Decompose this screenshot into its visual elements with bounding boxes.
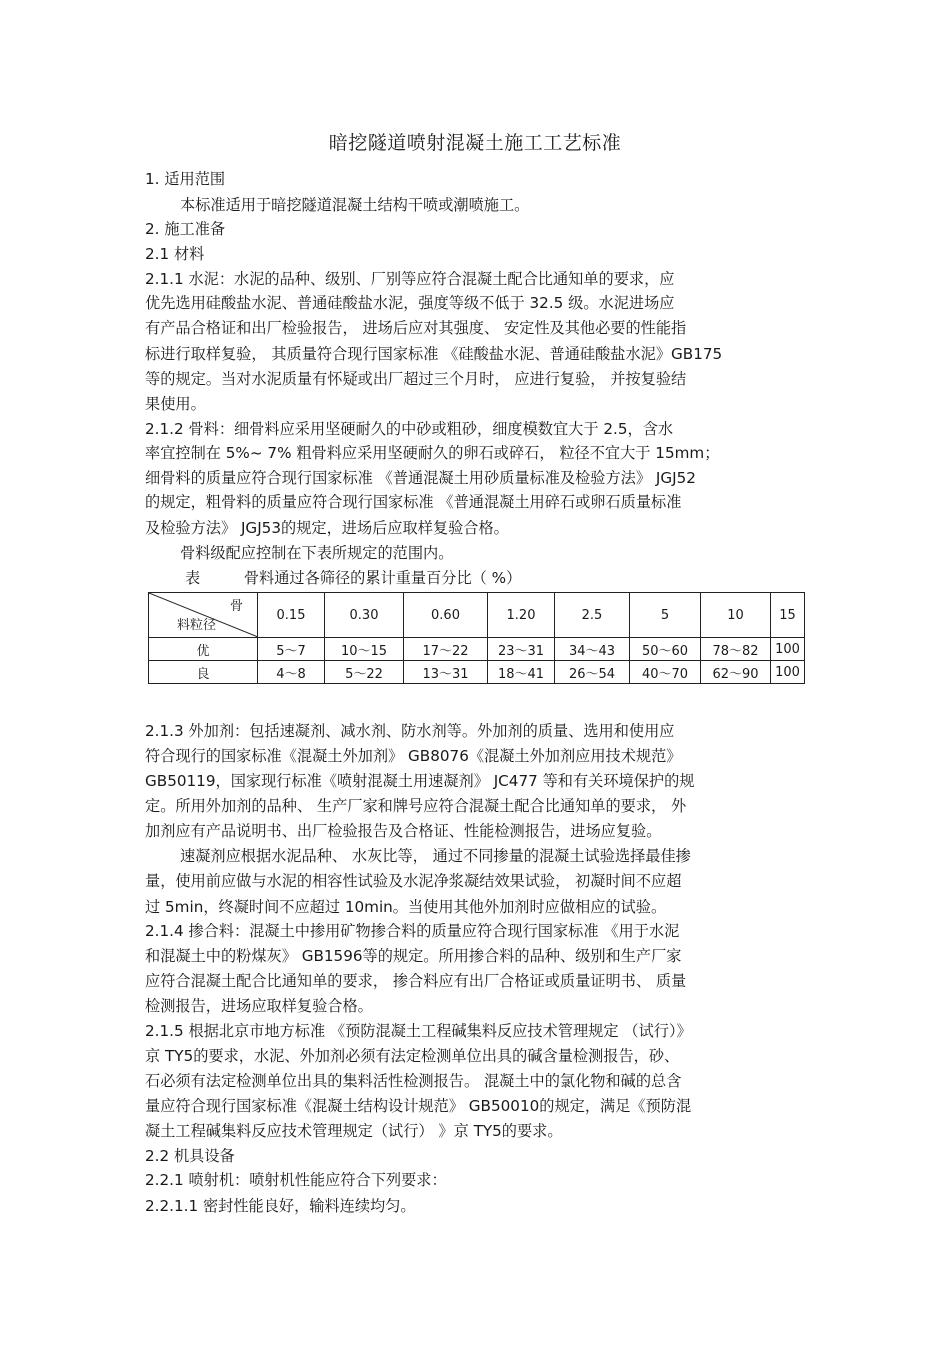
table-caption-prefix: 表 xyxy=(185,569,201,587)
table-header-cell: 1.20 xyxy=(488,593,555,638)
table-header-cell: 15 xyxy=(771,593,805,638)
table-cell: 4～8 xyxy=(258,661,325,684)
table-cell: 40～70 xyxy=(630,661,701,684)
paragraph-line: 2.1.4 掺合料：混凝土中掺用矿物掺合料的质量应符合现行国家标准 《用于水泥 xyxy=(145,922,680,940)
paragraph-line: 骨料级配应控制在下表所规定的范围内。 xyxy=(180,544,454,562)
paragraph-line: 果使用。 xyxy=(145,395,206,413)
section-heading: 2.1 材料 xyxy=(145,245,205,263)
paragraph-line: 量，使用前应做与水泥的相容性试验及水泥净浆凝结效果试验， 初凝时间不应超 xyxy=(145,872,682,890)
paragraph-line: 2.1.5 根据北京市地方标准 《预防混凝土工程碱集料反应技术管理规定 （试行）》 xyxy=(145,1022,692,1040)
document-title: 暗挖隧道喷射混凝土施工工艺标准 xyxy=(328,132,622,154)
paragraph-line: 应符合混凝土配合比通知单的要求， 掺合料应有出厂合格证或质量证明书、 质量 xyxy=(145,972,687,990)
table-header-cell: 2.5 xyxy=(555,593,630,638)
paragraph-line: 凝土工程碱集料反应技术管理规定（试行） 》京 TY5的要求。 xyxy=(145,1122,563,1140)
table-header-cell: 10 xyxy=(701,593,771,638)
paragraph-line: 标进行取样复验， 其质量符合现行国家标准 《硅酸盐水泥、普通硅酸盐水泥》GB175 xyxy=(145,345,723,363)
paragraph-line: 量应符合现行国家标准《混凝土结构设计规范》 GB50010的规定，满足《预防混 xyxy=(145,1097,692,1115)
table-header-cell: 0.60 xyxy=(404,593,488,638)
paragraph-line: 2.1.1 水泥：水泥的品种、级别、厂别等应符合混凝土配合比通知单的要求，应 xyxy=(145,270,675,288)
table-cell: 5～7 xyxy=(258,638,325,661)
paragraph-line: 及检验方法》 JGJ53的规定，进场后应取样复验合格。 xyxy=(145,519,509,537)
paragraph-line: 速凝剂应根据水泥品种、 水灰比等， 通过不同掺量的混凝土试验选择最佳掺 xyxy=(180,847,691,865)
paragraph-line: 符合现行的国家标准《混凝土外加剂》 GB8076《混凝土外加剂应用技术规范》 xyxy=(145,747,682,765)
table-cell: 13～31 xyxy=(404,661,488,684)
table-cell: 17～22 xyxy=(404,638,488,661)
corner-label-bottom: 料粒径 xyxy=(177,618,217,633)
table-row xyxy=(149,638,805,661)
table-cell: 100 xyxy=(771,638,805,661)
paragraph-line: 过 5min，终凝时间不应超过 10min。当使用其他外加剂时应做相应的试验。 xyxy=(145,898,667,916)
table-corner-cell xyxy=(149,593,258,638)
paragraph-line: 检测报告，进场应取样复验合格。 xyxy=(145,997,373,1015)
paragraph-line: 2.2.1 喷射机：喷射机性能应符合下列要求： xyxy=(145,1171,447,1189)
paragraph-line: 2.1.3 外加剂：包括速凝剂、减水剂、防水剂等。外加剂的质量、选用和使用应 xyxy=(145,722,675,740)
section-heading: 2. 施工准备 xyxy=(145,220,226,238)
paragraph-line: 京 TY5的要求，水泥、外加剂必须有法定检测单位出具的碱含量检测报告，砂、 xyxy=(145,1047,680,1065)
paragraph-line: 2.1.2 骨料：细骨料应采用坚硬耐久的中砂或粗砂，细度模数宜大于 2.5，含水 xyxy=(145,420,674,438)
table-cell: 50～60 xyxy=(630,638,701,661)
table-cell: 100 xyxy=(771,661,805,684)
paragraph-line: 石必须有法定检测单位出具的集料活性检测报告。 混凝土中的氯化物和碱的总含 xyxy=(145,1072,682,1090)
corner-label-top: 骨 xyxy=(229,599,243,614)
paragraph-line: 细骨料的质量应符合现行国家标准 《普通混凝土用砂质量标准及检验方法》 JGJ52 xyxy=(145,469,696,487)
table-cell: 26～54 xyxy=(555,661,630,684)
section-heading: 1. 适用范围 xyxy=(145,170,226,188)
paragraph-line: 优先选用硅酸盐水泥、普通硅酸盐水泥，强度等级不低于 32.5 级。水泥进场应 xyxy=(145,294,675,312)
paragraph-line: 等的规定。当对水泥质量有怀疑或出厂超过三个月时， 应进行复验， 并按复验结 xyxy=(145,370,687,388)
paragraph-line: 本标准适用于暗挖隧道混凝土结构干喷或潮喷施工。 xyxy=(180,196,530,214)
table-row xyxy=(149,661,805,684)
table-header-cell: 5 xyxy=(630,593,701,638)
table-cell: 62～90 xyxy=(701,661,771,684)
table-cell: 10～15 xyxy=(325,638,404,661)
paragraph-line: 定。所用外加剂的品种、 生产厂家和牌号应符合混凝土配合比通知单的要求， 外 xyxy=(145,797,687,815)
section-heading: 2.2 机具设备 xyxy=(145,1147,235,1165)
paragraph-line: GB50119，国家现行标准《喷射混凝土用速凝剂》 JC477 等和有关环境保护的规 xyxy=(145,772,695,790)
table-row-label: 良 xyxy=(149,661,258,684)
table-cell: 78～82 xyxy=(701,638,771,661)
table-cell: 18～41 xyxy=(488,661,555,684)
table-row-label: 优 xyxy=(149,638,258,661)
table-header-cell: 0.15 xyxy=(258,593,325,638)
paragraph-line: 2.2.1.1 密封性能良好，输料连续均匀。 xyxy=(145,1197,416,1215)
paragraph-line: 有产品合格证和出厂检验报告， 进场后应对其强度、 安定性及其他必要的性能指 xyxy=(145,319,687,337)
paragraph-line: 的规定，粗骨料的质量应符合现行国家标准 《普通混凝土用碎石或卵石质量标准 xyxy=(145,493,682,511)
table-header-cell: 0.30 xyxy=(325,593,404,638)
paragraph-line: 加剂应有产品说明书、出厂检验报告及合格证、性能检测报告，进场应复验。 xyxy=(145,822,662,840)
table-header-row xyxy=(149,593,805,638)
paragraph-line: 和混凝土中的粉煤灰》 GB1596等的规定。所用掺合料的品种、级别和生产厂家 xyxy=(145,947,682,965)
table-caption xyxy=(185,567,521,588)
table-caption-text: 骨料通过各筛径的累计重量百分比（ %） xyxy=(243,569,522,587)
gradation-table xyxy=(148,592,805,684)
paragraph-line: 率宜控制在 5%~ 7% 粗骨料应采用坚硬耐久的卵石或碎石， 粒径不宜大于 15mm； xyxy=(145,444,720,462)
table-cell: 34～43 xyxy=(555,638,630,661)
table-cell: 23～31 xyxy=(488,638,555,661)
table-cell: 5～22 xyxy=(325,661,404,684)
